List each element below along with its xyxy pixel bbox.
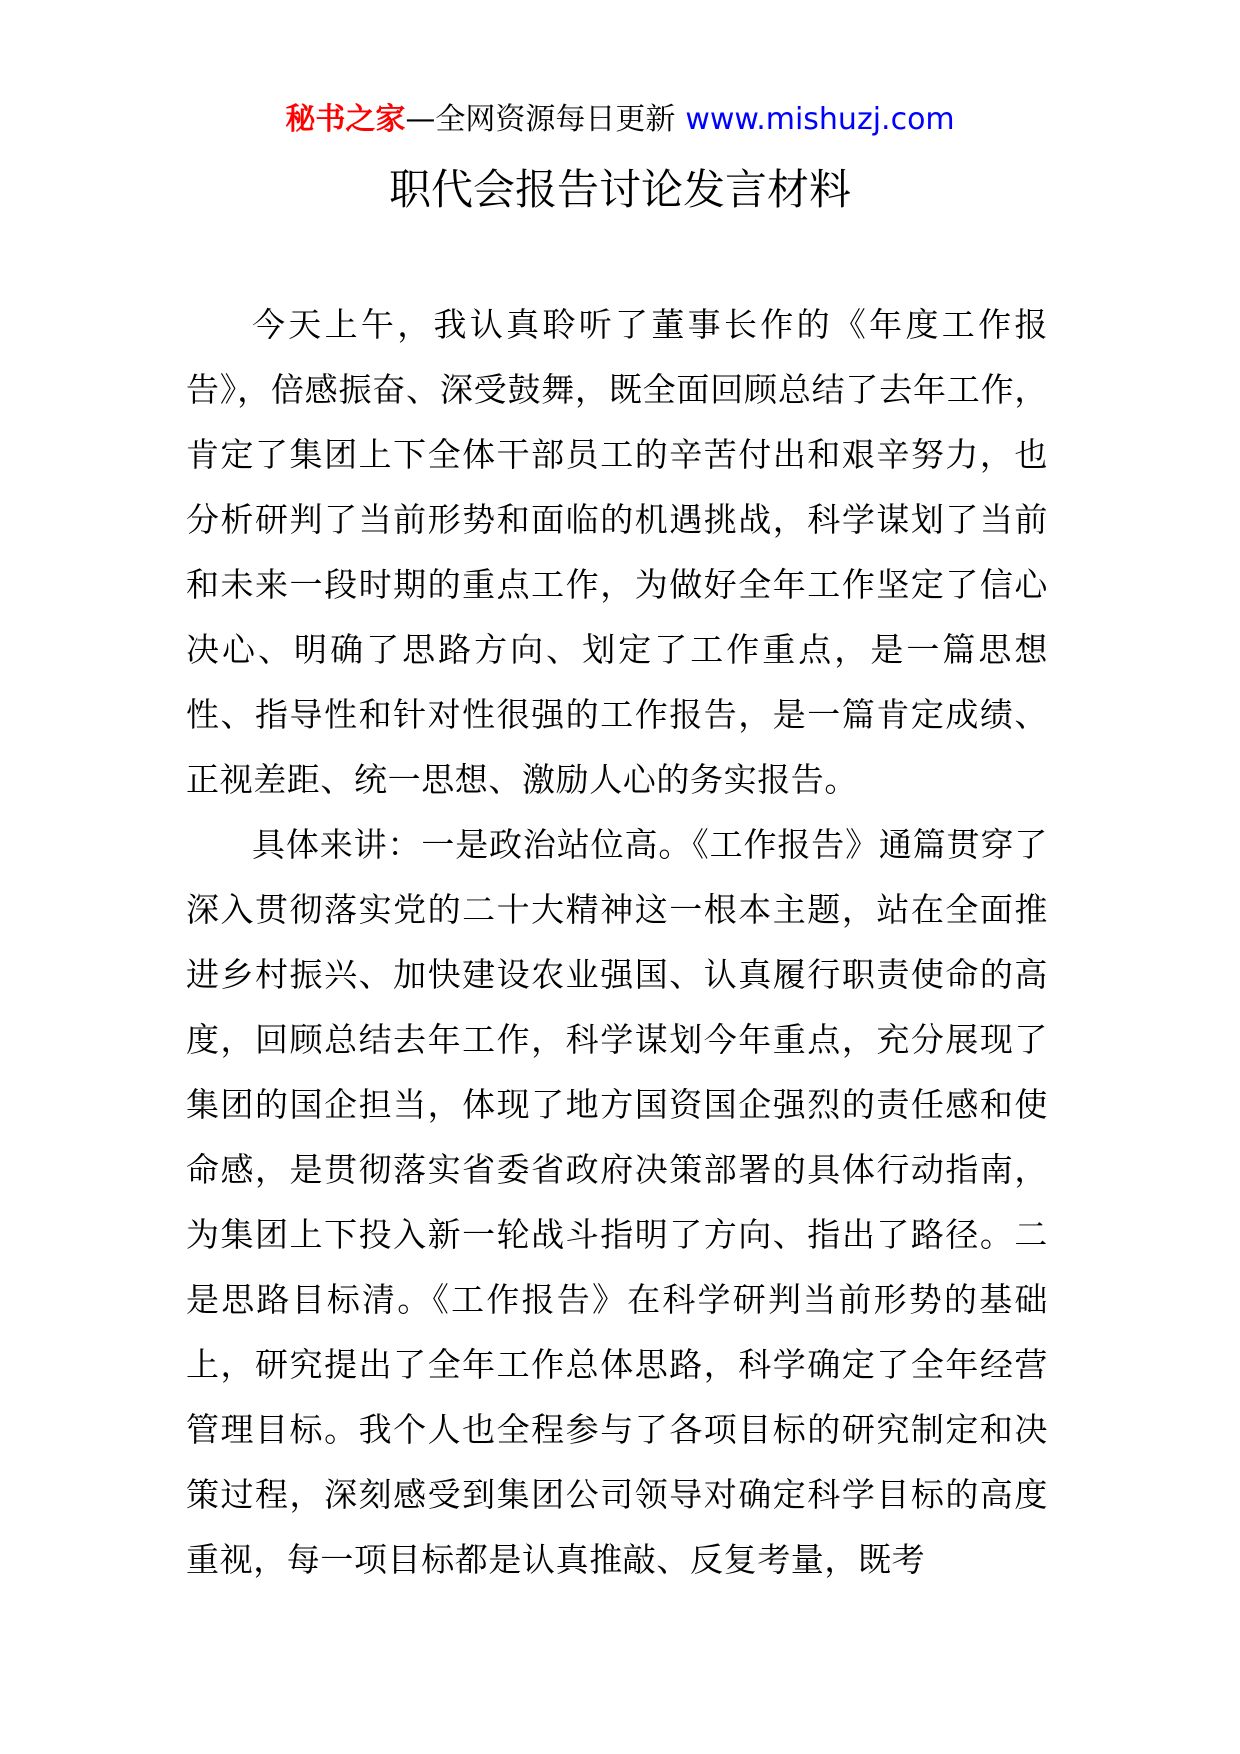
paragraph-intro: 今天上午，我认真聆听了董事长作的《年度工作报告》，倍感振奋、深受鼓舞，既全面回顾总结了去年工作，肯定了集团上下全体干部员工的辛苦付出和艰辛努力，也分析研判了当前形势和面临的机遇挑战，科学谋划了当前和未来一段时期的重点工作，为做好全年工作坚定了信心决心、明确了思路方向、划定了工作重点，是一篇思想性、指导性和针对性很强的工作报告，是一篇肯定成绩、正视差距、统一思想、激励人心的务实报告。 [186, 305, 1048, 799]
banner-tagline: —全网资源每日更新 [405, 102, 676, 137]
site-banner [0, 100, 1240, 140]
brand-name: 秘书之家 [285, 102, 406, 137]
document-body [186, 292, 1048, 1592]
paragraph-details: 具体来讲：一是政治站位高。《工作报告》通篇贯穿了深入贯彻落实党的二十大精神这一根本主题，站在全面推进乡村振兴、加快建设农业强国、认真履行职责使命的高度，回顾总结去年工作，科学谋划今年重点，充分展现了集团的国企担当，体现了地方国资国企强烈的责任感和使命感，是贯彻落实省委省政府决策部署的具体行动指南，为集团上下投入新一轮战斗指明了方向、指出了路径。二是思路目标清。《工作报告》在科学研判当前形势的基础上，研究提出了全年工作总体思路，科学确定了全年经营管理目标。我个人也全程参与了各项目标的研究制定和决策过程，深刻感受到集团公司领导对确定科学目标的高度重视，每一项目标都是认真推敲、反复考量，既考 [186, 825, 1048, 1579]
site-url-link[interactable]: www.mishuzj.com [685, 102, 955, 137]
document-title: 职代会报告讨论发言材料 [388, 165, 851, 214]
